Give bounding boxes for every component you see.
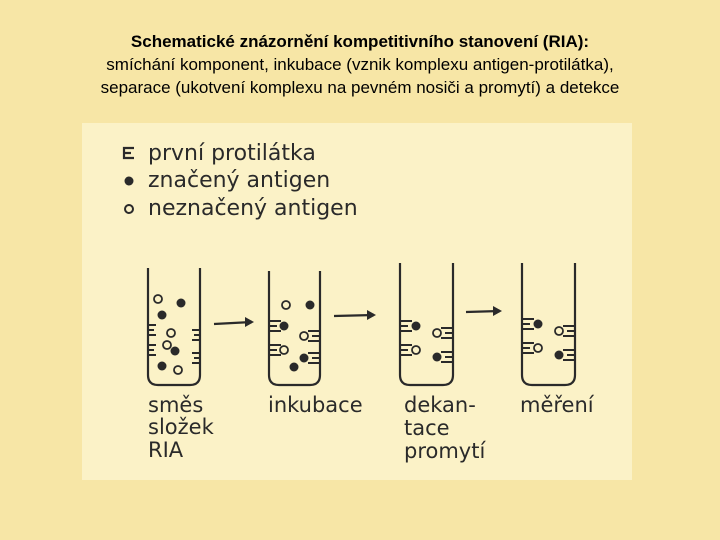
heading-title: Schematické znázornění kompetitivního stanovení (RIA): — [130, 32, 590, 51]
heading-line-2: separace (ukotvení komplexu na pevném nosiči a promytí) a detekce — [100, 78, 620, 97]
tube-incubation — [269, 271, 320, 385]
tube-decantation — [400, 263, 453, 385]
arrow-3 — [466, 306, 502, 316]
unlabeled-antigen-legend-icon — [125, 205, 133, 213]
step-decant-line-3: promytí — [404, 439, 486, 463]
ria-diagram — [82, 123, 632, 480]
step-mix-line-2: složek — [148, 415, 214, 439]
heading — [0, 30, 720, 99]
heading-line-1: smíchání komponent, inkubace (vznik komplexu antigen-protilátka), — [106, 55, 614, 74]
step-decant-line-2: tace — [404, 416, 450, 440]
step-decant-line-1: dekan- — [404, 393, 476, 417]
legend-labeled-antigen-label: značený antigen — [148, 168, 331, 193]
legend-antibody-label: první protilátka — [148, 141, 316, 166]
labeled-antigen-legend-icon — [125, 177, 134, 186]
arrow-2 — [334, 310, 376, 320]
tube-measurement — [522, 263, 575, 385]
tube-mixture — [148, 268, 200, 385]
arrow-1 — [214, 317, 254, 327]
ria-diagram-panel — [82, 123, 632, 480]
step-mix-line-1: směs — [148, 393, 204, 417]
step-measurement: měření — [520, 393, 594, 417]
antibody-legend-icon — [124, 148, 134, 158]
step-incubation: inkubace — [268, 393, 363, 417]
step-mix-line-3: RIA — [148, 438, 184, 462]
legend-unlabeled-antigen-label: neznačený antigen — [148, 196, 358, 221]
